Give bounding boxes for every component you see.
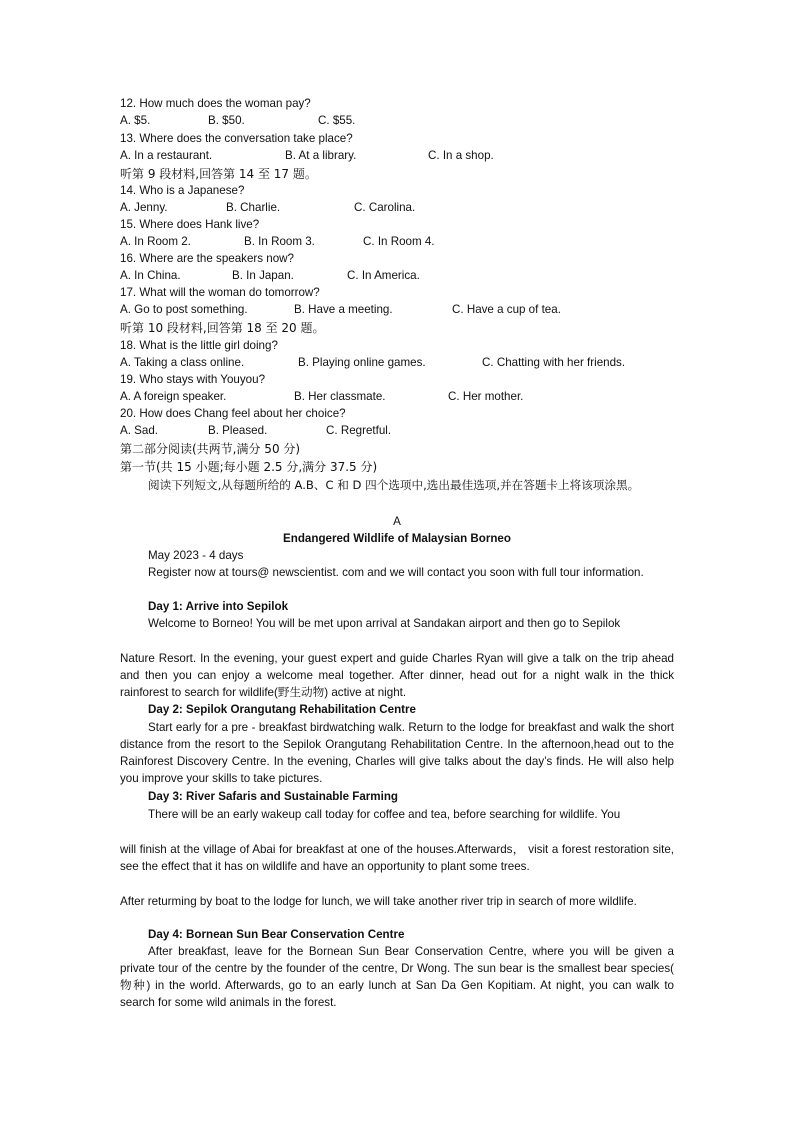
question-15-options [120,234,680,250]
option-b: B. Her classmate. [294,390,386,403]
day-3-paragraph-1 [120,806,674,823]
part-two-title: 第二部分阅读(共两节,满分 50 分) [120,442,301,456]
day-1-text-1: Welcome to Borneo! You will be met upon arrival at Sandakan airport and then go to Sepilok [148,617,621,630]
option-c: C. $55. [318,114,356,127]
day-4-heading: Day 4: Bornean Sun Bear Conservation Centre [148,928,405,941]
tour-date: May 2023 - 4 days [148,549,244,562]
option-c: C. In a shop. [428,149,494,162]
option-b: B. In Japan. [232,269,294,282]
option-a: A. In a restaurant. [120,149,213,162]
option-b: B. Have a meeting. [294,303,393,316]
day-2-paragraph [120,719,674,787]
question-16-stem: 16. Where are the speakers now? [120,252,295,265]
question-20-options [120,423,680,439]
option-b: B. Playing online games. [298,356,426,369]
option-c: C. Carolina. [354,201,416,214]
option-a: A. Sad. [120,424,159,437]
day-3-paragraph-3: After returming by boat to the lodge for lunch, we will take another river trip in search of more wildlife. [120,895,637,908]
option-c: C. Her mother. [448,390,524,403]
option-a: A. In Room 2. [120,235,191,248]
option-b: B. Charlie. [226,201,281,214]
option-b: B. At a library. [285,149,357,162]
day-2-heading: Day 2: Sepilok Orangutang Rehabilitation Centre [148,703,416,716]
question-16-options [120,268,680,284]
option-b: B. In Room 3. [244,235,315,248]
question-19-stem: 19. Who stays with Youyou? [120,373,266,386]
passage-title: Endangered Wildlife of Malaysian Borneo [283,532,511,545]
option-b: B. $50. [208,114,245,127]
option-a: A. Jenny. [120,201,168,214]
question-13-options [120,148,680,164]
register-paragraph [120,564,674,581]
question-13-stem: 13. Where does the conversation take place? [120,132,353,145]
option-b: B. Pleased. [208,424,268,437]
reading-instruction [120,476,674,494]
day-3-heading: Day 3: River Safaris and Sustainable Farming [148,790,398,803]
option-c: C. In America. [347,269,420,282]
section-one-title: 第一节(共 15 小题;每小题 2.5 分,满分 37.5 分) [120,460,378,474]
question-14-stem: 14. Who is a Japanese? [120,184,245,197]
question-12-stem: 12. How much does the woman pay? [120,97,311,110]
option-a: A. $5. [120,114,151,127]
day-3-text-1: There will be an early wakeup call today for coffee and tea, before searching for wildlife. You [148,808,621,821]
question-18-options [120,355,680,371]
question-18-stem: 18. What is the little girl doing? [120,339,278,352]
day-2-text: Start early for a pre - breakfast birdwatching walk. Return to the lodge for breakfast and walk the short distance from the resort to the Sepilok Orangutang Rehabilitation Centre. In the afternoon,head out to the Rainforest Discovery Centre. In the evening, Charles will give talks about the day’s finds. He will also help you improve your skills to take pictures. [120,721,674,786]
option-c: C. Chatting with her friends. [482,356,626,369]
section-10-heading: 听第 10 段材料,回答第 18 至 20 题。 [120,321,325,335]
day-1-heading: Day 1: Arrive into Sepilok [148,600,289,613]
day-3-paragraph-2: will finish at the village of Abai for breakfast at one of the houses.Afterwards， visit a forest restoration site, see the effect that it has on wildlife and have an opportunity to plant some trees. [120,843,674,874]
register-text: Register now at tours@ newscientist. com and we will contact you soon with full tour information. [148,566,644,579]
day-4-text: After breakfast, leave for the Bornean Sun Bear Conservation Centre, where you will be given a private tour of the centre by the founder of the centre, Dr Wong. The sun bear is the smallest bear species( 物种) in the world. Afterwards, go to an early lunch at San Da Gen Kopitiam. At night, you can walk to search for some wild animals in the forest. [120,945,674,1010]
question-17-stem: 17. What will the woman do tomorrow? [120,286,320,299]
question-19-options [120,389,680,405]
day-4-paragraph [120,943,674,1011]
option-a: A. In China. [120,269,181,282]
question-17-options [120,302,680,318]
question-15-stem: 15. Where does Hank live? [120,218,260,231]
day-1-paragraph-2: Nature Resort. In the evening, your guest expert and guide Charles Ryan will give a talk on the trip ahead and then you can enjoy a welcome meal together. After dinner, head out for a night walk in the thick rainforest to search for wildlife(野生动物) active at night. [120,652,674,700]
option-a: A. Go to post something. [120,303,248,316]
section-9-heading: 听第 9 段材料,回答第 14 至 17 题。 [120,167,317,181]
day-1-paragraph-1 [120,615,674,632]
option-c: C. Have a cup of tea. [452,303,561,316]
passage-letter: A [393,515,401,528]
reading-instruction-text: 阅读下列短文,从每题所给的 A.B、C 和 D 四个选项中,选出最佳选项,并在答题卡上将该项涂黑。 [148,478,640,492]
option-a: A. A foreign speaker. [120,390,227,403]
option-c: C. Regretful. [326,424,392,437]
option-a: A. Taking a class online. [120,356,245,369]
question-20-stem: 20. How does Chang feel about her choice? [120,407,346,420]
option-c: C. In Room 4. [363,235,435,248]
question-14-options [120,200,680,216]
question-12-options [120,113,680,129]
